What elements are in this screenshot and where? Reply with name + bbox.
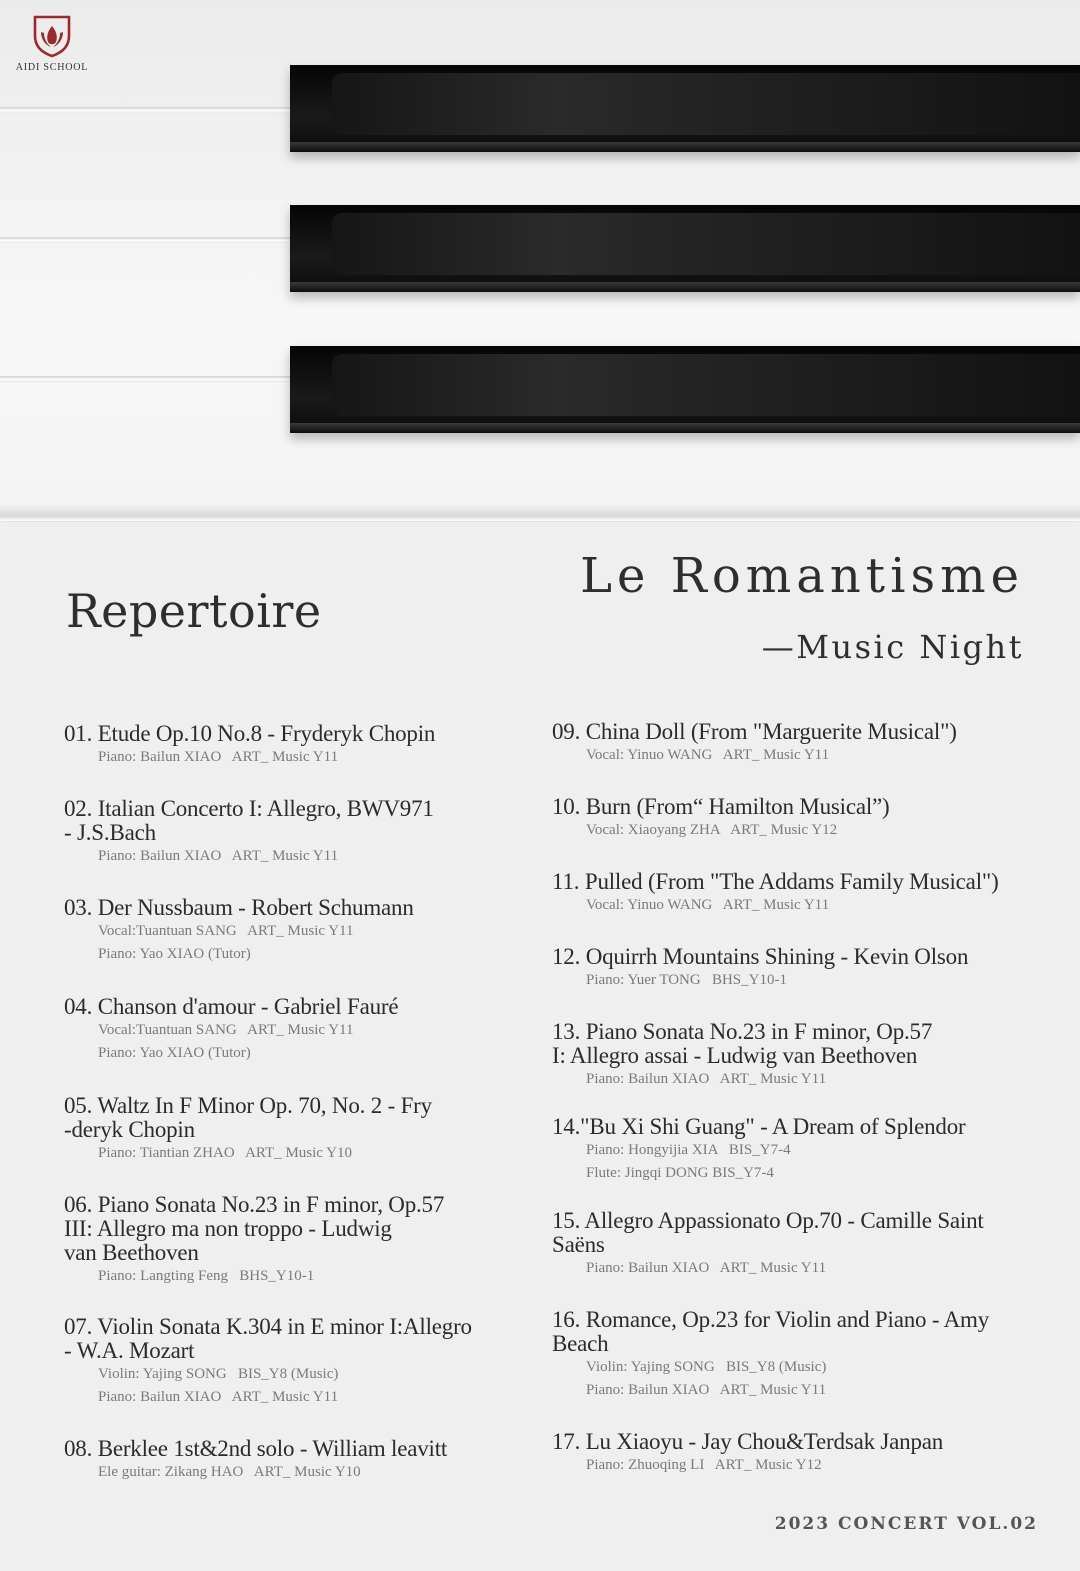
performer-line: Piano: Bailun XIAO ART_ Music Y11 bbox=[586, 1382, 827, 1398]
performer-line: Violin: Yajing SONG BIS_Y8 (Music) bbox=[98, 1366, 339, 1382]
performer-line: Piano: Bailun XIAO ART_ Music Y11 bbox=[586, 1071, 827, 1087]
piece-title: 03. Der Nussbaum - Robert Schumann bbox=[64, 895, 414, 920]
performer-line: Vocal:Tuantuan SANG ART_ Music Y11 bbox=[98, 923, 354, 939]
program-item bbox=[552, 1308, 989, 1402]
black-key bbox=[290, 65, 1080, 152]
performer-line: Vocal: Xiaoyang ZHA ART_ Music Y12 bbox=[586, 822, 838, 838]
piece-title: 16. Romance, Op.23 for Violin and Piano - Amy Beach bbox=[552, 1307, 990, 1356]
piece-title: 01. Etude Op.10 No.8 - Fryderyk Chopin bbox=[64, 721, 436, 746]
concert-title: Le Romantisme bbox=[580, 548, 1024, 604]
piano-key-front-edge bbox=[0, 505, 1080, 521]
performer-line: Vocal:Tuantuan SANG ART_ Music Y11 bbox=[98, 1022, 354, 1038]
piece-title: 11. Pulled (From "The Addams Family Musical") bbox=[552, 869, 999, 894]
program-item bbox=[64, 995, 398, 1065]
program-item bbox=[552, 1020, 932, 1091]
performer-line: Ele guitar: Zikang HAO ART_ Music Y10 bbox=[98, 1464, 361, 1480]
program-item bbox=[552, 1430, 943, 1477]
performer-line: Violin: Yajing SONG BIS_Y8 (Music) bbox=[586, 1359, 827, 1375]
performer-line: Piano: Yao XIAO (Tutor) bbox=[98, 946, 251, 962]
program-item bbox=[552, 1115, 965, 1185]
performer-line: Piano: Bailun XIAO ART_ Music Y11 bbox=[98, 1389, 339, 1405]
performer-line: Piano: Bailun XIAO ART_ Music Y11 bbox=[98, 848, 339, 864]
piece-title: 06. Piano Sonata No.23 in F minor, Op.57 III: Allegro ma non troppo - Ludwig van Beethoven bbox=[64, 1192, 445, 1265]
performer-line: Vocal: Yinuo WANG ART_ Music Y11 bbox=[586, 747, 830, 763]
piece-title: 07. Violin Sonata K.304 in E minor I:Allegro - W.A. Mozart bbox=[64, 1314, 472, 1363]
school-logo bbox=[14, 14, 90, 73]
piece-title: 10. Burn (From“ Hamilton Musical”) bbox=[552, 794, 890, 819]
performer-line: Piano: Bailun XIAO ART_ Music Y11 bbox=[98, 749, 339, 765]
piece-title: 17. Lu Xiaoyu - Jay Chou&Terdsak Janpan bbox=[552, 1429, 944, 1454]
performer-line: Piano: Langting Feng BHS_Y10-1 bbox=[98, 1268, 315, 1284]
white-key-gap bbox=[0, 107, 290, 113]
piece-title: 05. Waltz In F Minor Op. 70, No. 2 - Fry -deryk Chopin bbox=[64, 1093, 432, 1142]
program-item bbox=[552, 795, 890, 842]
program-item bbox=[64, 797, 434, 868]
performer-line: Vocal: Yinuo WANG ART_ Music Y11 bbox=[586, 897, 830, 913]
piece-title: 15. Allegro Appassionato Op.70 - Camille Saint Saëns bbox=[552, 1208, 984, 1257]
program-item bbox=[64, 722, 435, 769]
program-item bbox=[64, 896, 414, 966]
performer-line: Piano: Zhuoqing LI ART_ Music Y12 bbox=[586, 1457, 822, 1473]
piece-title: 04. Chanson d'amour - Gabriel Fauré bbox=[64, 994, 399, 1019]
performer-line: Piano: Bailun XIAO ART_ Music Y11 bbox=[586, 1260, 827, 1276]
piece-title: 13. Piano Sonata No.23 in F minor, Op.57 I: Allegro assai - Ludwig van Beethoven bbox=[552, 1019, 933, 1068]
concert-subtitle: —Music Night bbox=[761, 628, 1024, 666]
black-key bbox=[290, 346, 1080, 433]
white-key-gap bbox=[0, 237, 290, 243]
school-name: AIDI SCHOOL bbox=[15, 62, 89, 73]
piece-title: 12. Oquirrh Mountains Shining - Kevin Olson bbox=[552, 944, 969, 969]
program-item bbox=[64, 1094, 432, 1165]
performer-line: Piano: Yao XIAO (Tutor) bbox=[98, 1045, 251, 1061]
program-item bbox=[64, 1315, 472, 1409]
concert-volume-footer: 2023 CONCERT VOL.02 bbox=[774, 1514, 1038, 1534]
performer-line: Flute: Jingqi DONG BIS_Y7-4 bbox=[586, 1165, 774, 1181]
piano-keys-illustration bbox=[0, 0, 1080, 522]
program-item bbox=[64, 1437, 447, 1484]
piece-title: 08. Berklee 1st&2nd solo - William leavitt bbox=[64, 1436, 448, 1461]
black-key bbox=[290, 205, 1080, 292]
program-item bbox=[552, 1209, 984, 1280]
performer-line: Piano: Hongyijia XIA BIS_Y7-4 bbox=[586, 1142, 791, 1158]
program-item bbox=[552, 720, 957, 767]
piece-title: 14."Bu Xi Shi Guang" - A Dream of Splendor bbox=[552, 1114, 966, 1139]
program-item bbox=[552, 870, 999, 917]
white-key-gap bbox=[0, 376, 290, 382]
performer-line: Piano: Yuer TONG BHS_Y10-1 bbox=[586, 972, 787, 988]
performer-line: Piano: Tiantian ZHAO ART_ Music Y10 bbox=[98, 1145, 352, 1161]
program-item bbox=[552, 945, 968, 992]
repertoire-heading: Repertoire bbox=[66, 584, 322, 638]
piece-title: 02. Italian Concerto I: Allegro, BWV971 - J.S.Bach bbox=[64, 796, 434, 845]
program-item bbox=[64, 1193, 444, 1288]
aidi-crest-icon bbox=[32, 14, 72, 58]
piece-title: 09. China Doll (From "Marguerite Musical") bbox=[552, 719, 957, 744]
